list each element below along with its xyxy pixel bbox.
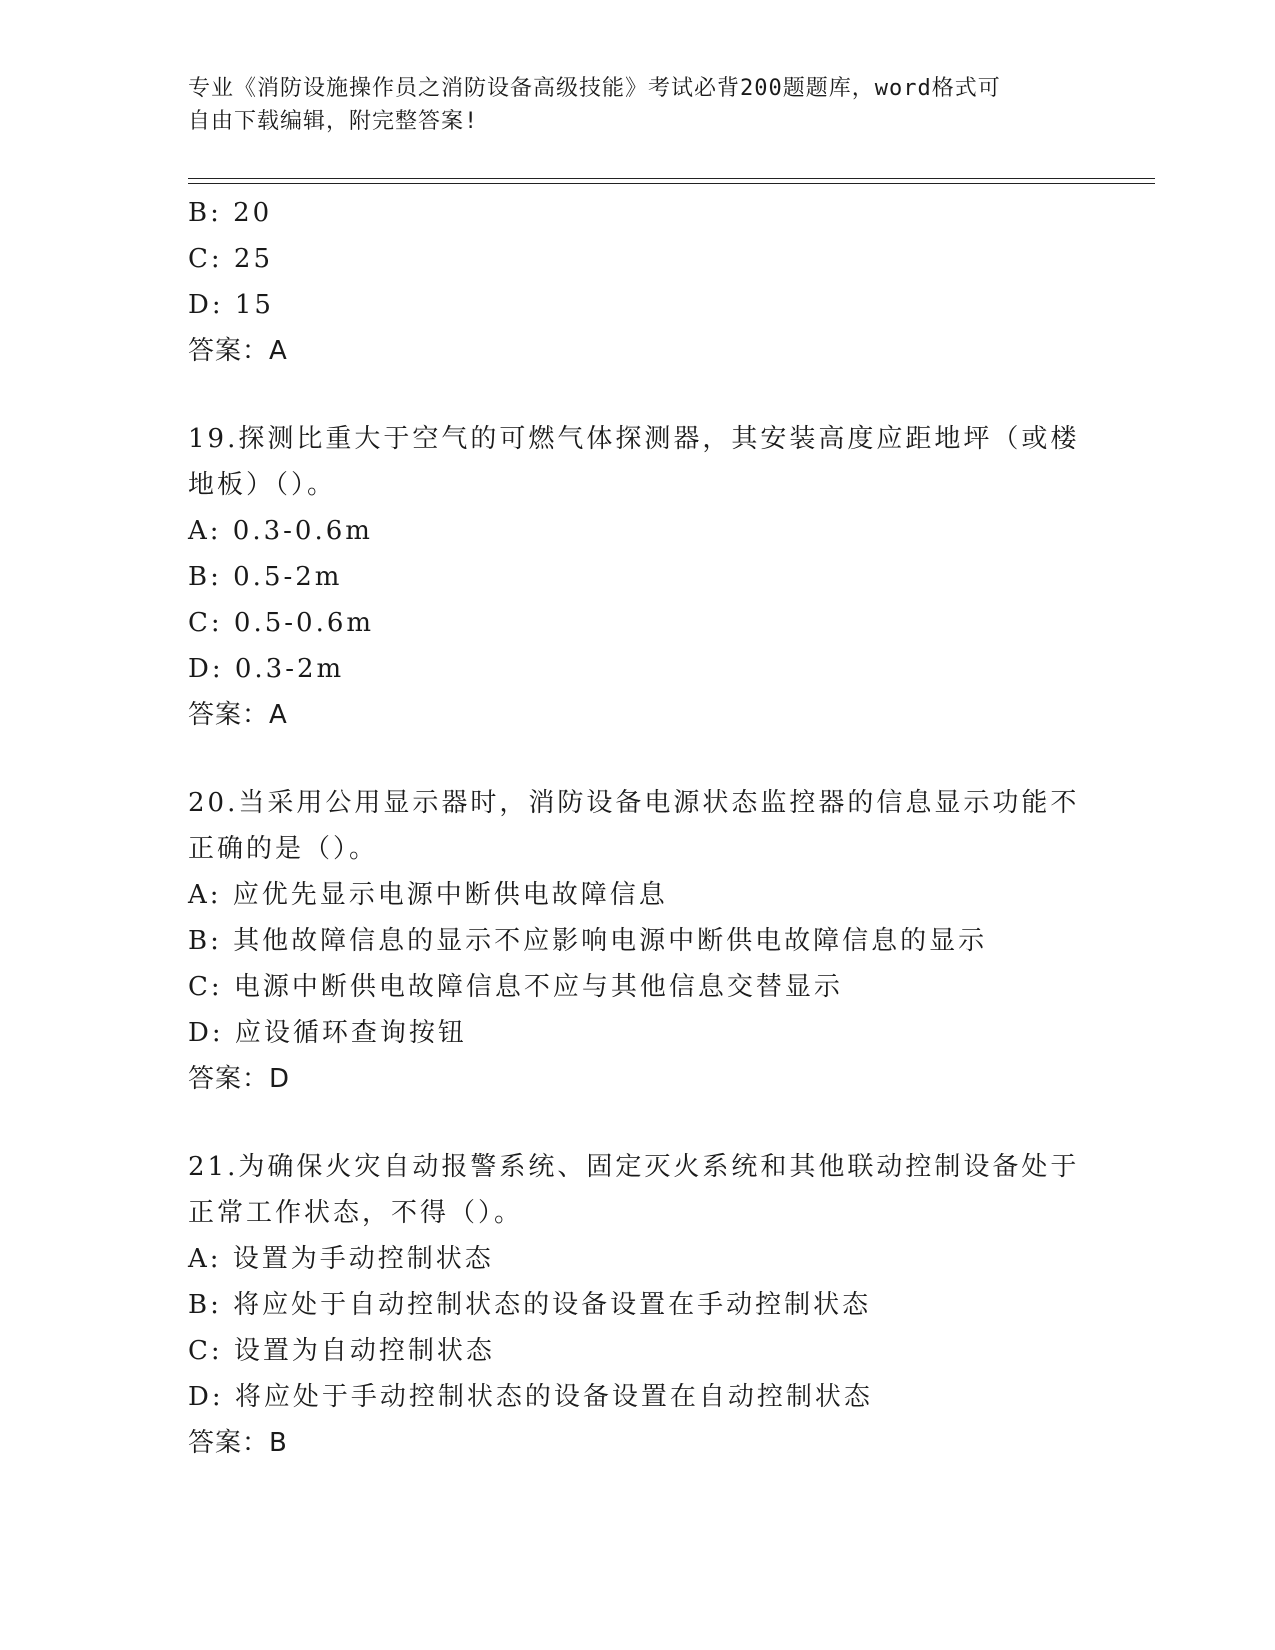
option-d: D: 15	[188, 290, 274, 320]
header-rule-top	[188, 178, 1155, 179]
header-line-2: 自由下载编辑，附完整答案!	[188, 109, 479, 134]
question-stem: 21.为确保火灾自动报警系统、固定灭火系统和其他联动控制设备处于	[188, 1152, 1080, 1182]
question-20	[188, 780, 1088, 1102]
option-b: B: 其他故障信息的显示不应影响电源中断供电故障信息的显示	[188, 926, 988, 956]
question-spacer	[188, 374, 1088, 416]
document-header	[188, 72, 1068, 138]
question-list	[188, 190, 1088, 1466]
answer-label: 答案：A	[188, 700, 288, 730]
question-stem: 19.探测比重大于空气的可燃气体探测器，其安装高度应距地坪（或楼	[188, 424, 1080, 454]
option-b: B: 0.5-2m	[188, 562, 343, 592]
option-d: D: 应设循环查询按钮	[188, 1018, 467, 1048]
option-a: A: 0.3-0.6m	[188, 516, 373, 546]
question-18-continued	[188, 190, 1088, 374]
option-a: A: 应优先显示电源中断供电故障信息	[188, 880, 668, 910]
option-c: C: 设置为自动控制状态	[188, 1336, 495, 1366]
question-spacer	[188, 1102, 1088, 1144]
question-stem-continued: 正确的是（）。	[188, 834, 379, 864]
option-c: C: 25	[188, 244, 274, 274]
header-rule-bottom	[188, 183, 1155, 184]
option-b: B: 20	[188, 198, 273, 228]
question-stem-continued: 地板）（）。	[188, 470, 337, 500]
option-a: A: 设置为手动控制状态	[188, 1244, 494, 1274]
answer-label: 答案：B	[188, 1428, 288, 1458]
option-c: C: 电源中断供电故障信息不应与其他信息交替显示	[188, 972, 843, 1002]
question-stem: 20.当采用公用显示器时，消防设备电源状态监控器的信息显示功能不	[188, 788, 1080, 818]
answer-label: 答案：A	[188, 336, 288, 366]
question-21	[188, 1144, 1088, 1466]
option-c: C: 0.5-0.6m	[188, 608, 375, 638]
question-stem-continued: 正常工作状态，不得（）。	[188, 1198, 524, 1228]
question-19	[188, 416, 1088, 738]
option-d: D: 将应处于手动控制状态的设备设置在自动控制状态	[188, 1382, 873, 1412]
option-b: B: 将应处于自动控制状态的设备设置在手动控制状态	[188, 1290, 872, 1320]
question-spacer	[188, 738, 1088, 780]
option-d: D: 0.3-2m	[188, 654, 345, 684]
header-line-1: 专业《消防设施操作员之消防设备高级技能》考试必背200题题库，word格式可	[188, 76, 1001, 101]
answer-label: 答案：D	[188, 1064, 291, 1094]
